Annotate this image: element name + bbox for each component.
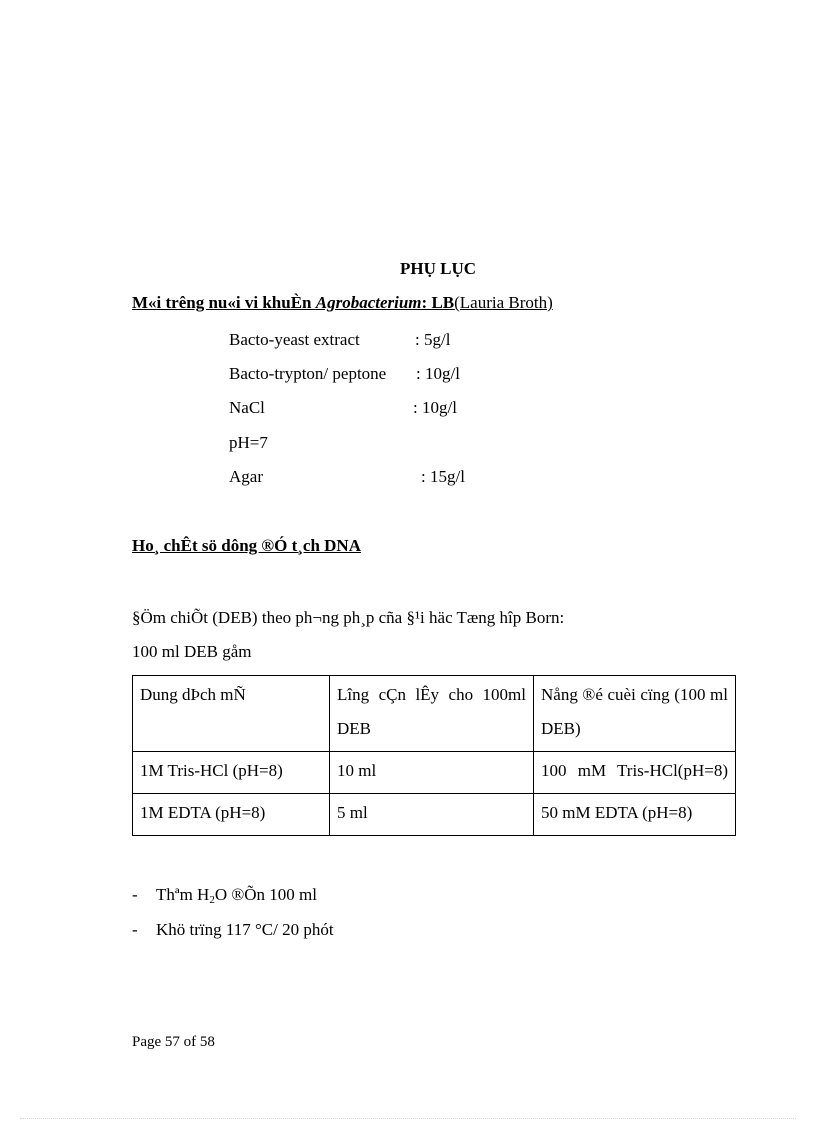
table-cell: 50 mM EDTA (pH=8) [534, 794, 736, 836]
table-cell: 100 mM Tris-HCl(pH=8) [534, 752, 736, 794]
recipe-value: : 10g/l [413, 398, 457, 417]
bullet-marker: - [132, 885, 138, 904]
table-cell: 10 ml [330, 752, 534, 794]
table-header-cell: Lîng cÇn lÊy cho 100ml DEB [330, 676, 534, 752]
table-row [133, 794, 736, 836]
bullet-marker: - [132, 920, 138, 939]
deb-table [132, 675, 736, 836]
page-number-footer: Page 57 of 58 [132, 1034, 215, 1050]
bullet-text-post: O ®Õn 100 ml [214, 885, 317, 904]
heading-species: Agrobacterium [315, 293, 422, 312]
recipe-label: Agar [229, 467, 263, 486]
recipe-value: : 15g/l [421, 467, 465, 486]
section-heading-lb-medium [132, 293, 553, 313]
table-header-row [133, 676, 736, 752]
heading-medium-code: : LB [421, 293, 455, 312]
heading-medium-name: (Lauria Broth) [454, 293, 553, 312]
subscript: 2 [209, 894, 215, 906]
table-cell: 5 ml [330, 794, 534, 836]
recipe-value: : 10g/l [416, 364, 460, 383]
table-cell: 1M Tris-HCl (pH=8) [133, 752, 330, 794]
bullet-item-sterilize: Khö trïng 117 °C/ 20 phót [156, 920, 334, 939]
page-title: PHỤ LỤC [399, 259, 477, 278]
deb-intro: §Öm chiÕt (DEB) theo ph¬ng ph¸p cña §¹i häc Tæng hîp Born: [132, 608, 565, 627]
recipe-label: NaCl [229, 398, 265, 417]
heading-text: M«i trêng nu«i vi khuÈn [132, 293, 316, 312]
table-header-cell: Nång ®é cuèi cïng (100 ml DEB) [534, 676, 736, 752]
page-edge-divider [20, 1118, 796, 1119]
table-cell: 1M EDTA (pH=8) [133, 794, 330, 836]
bullet-item-water [156, 885, 317, 906]
recipe-value: : 5g/l [415, 330, 451, 349]
deb-volume: 100 ml DEB gåm [132, 642, 252, 661]
section-heading-chemicals: Ho¸ chÊt sö dông ®Ó t¸ch DNA [132, 536, 361, 555]
recipe-label: Bacto-yeast extract [229, 330, 360, 349]
recipe-label: Bacto-trypton/ peptone [229, 364, 387, 383]
table-row [133, 752, 736, 794]
recipe-label: pH=7 [229, 433, 268, 452]
bullet-text-pre: Thªm H [156, 885, 210, 904]
table-header-cell: Dung dÞch mÑ [133, 676, 330, 752]
